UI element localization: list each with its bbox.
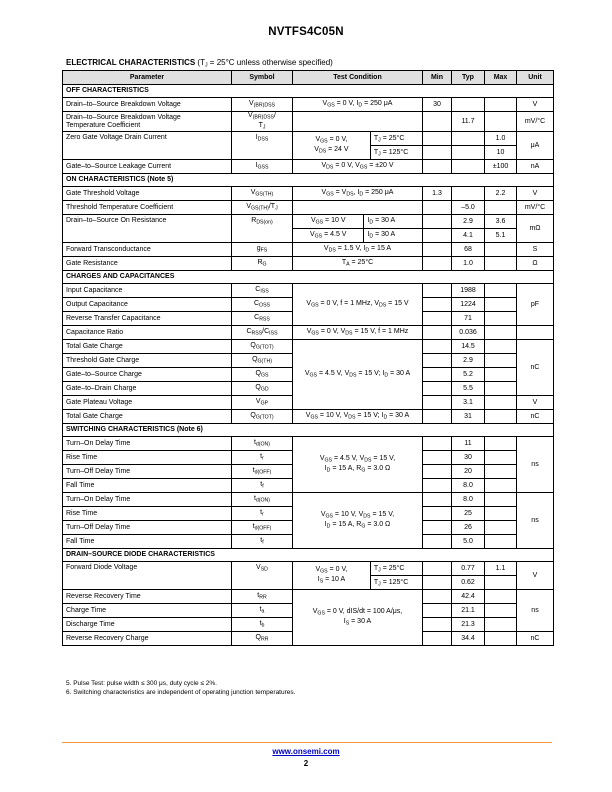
notes (66, 680, 295, 697)
table-cell (423, 590, 452, 604)
table-cell: 20 (452, 465, 485, 479)
table-cell (423, 410, 452, 424)
table-cell (423, 112, 452, 132)
table-row (63, 326, 554, 340)
table-cell: Gate Threshold Voltage (63, 187, 232, 201)
table-cell: $V_{GS} = 10$ V (293, 215, 364, 229)
table-cell: 5.1 (485, 229, 517, 243)
group-heading: SWITCHING CHARACTERISTICS (Note 6) (63, 424, 554, 437)
table-cell: Gate Resistance (63, 257, 232, 271)
table-cell: 5.2 (452, 368, 485, 382)
table-cell: Gate–to–Source Charge (63, 368, 232, 382)
table-cell (485, 257, 517, 271)
table-cell: $V_{GS} = 4.5$ V, $V_{DS} = 15$ V; $I_D = 30$ A (293, 340, 423, 410)
table-cell: $I_D = 30$ A (367, 230, 396, 240)
column-header: Max (485, 71, 517, 85)
table-cell (423, 618, 452, 632)
table-cell (485, 604, 517, 618)
table-cell: 2.9 (452, 354, 485, 368)
table-cell: –5.0 (452, 201, 485, 215)
table-cell (485, 410, 517, 424)
table-cell: $V_{DS} = 1.5$ V, $I_D = 15$ A (293, 243, 423, 257)
table-cell (423, 479, 452, 493)
table-cell: nC (517, 632, 554, 646)
table-row (63, 160, 554, 174)
page-number: 2 (303, 759, 309, 768)
table-cell (423, 437, 452, 451)
table-cell (423, 576, 452, 590)
table-cell: $Q_{GS}$ (232, 368, 293, 382)
table-cell (452, 98, 485, 112)
table-cell: 26 (452, 521, 485, 535)
table-row (63, 187, 554, 201)
table-cell: 4.1 (452, 229, 485, 243)
table-cell (423, 354, 452, 368)
table-row (63, 98, 554, 112)
table-cell (293, 132, 423, 160)
table-row (63, 112, 554, 132)
table-cell: Turn–On Delay Time (63, 437, 232, 451)
table-cell: $t_{d(OFF)}$ (232, 465, 293, 479)
table-cell: 1988 (452, 284, 485, 298)
table-cell (485, 354, 517, 368)
table-cell: $t_{d(OFF)}$ (232, 521, 293, 535)
table-cell: ns (517, 493, 554, 549)
table-cell (423, 298, 452, 312)
table-cell: $t_b$ (232, 618, 293, 632)
table-cell: $t_{d(ON)}$ (232, 493, 293, 507)
table-cell: $t_a$ (232, 604, 293, 618)
table-row (63, 340, 554, 354)
table-cell: ns (517, 590, 554, 632)
table-cell: Input Capacitance (63, 284, 232, 298)
table-cell: $V_{GP}$ (232, 396, 293, 410)
table-cell: 2.2 (485, 187, 517, 201)
table-cell: 1.3 (423, 187, 452, 201)
table-cell: Threshold Temperature Coefficient (63, 201, 232, 215)
table-cell: $t_{RR}$ (232, 590, 293, 604)
table-cell (485, 437, 517, 451)
table-cell (485, 298, 517, 312)
table-cell: $V_{GS} = 0$ V, $V_{DS} = 15$ V, f = 1 MHz (293, 326, 423, 340)
table-cell: Reverse Recovery Charge (63, 632, 232, 646)
column-header: Parameter (63, 71, 232, 85)
table-cell (485, 590, 517, 604)
table-cell: nA (517, 160, 554, 174)
table-cell: $t_f$ (232, 479, 293, 493)
table-cell: Gate–to–Source Leakage Current (63, 160, 232, 174)
table-cell: Forward Transconductance (63, 243, 232, 257)
table-cell: μA (517, 132, 554, 160)
table-cell: mΩ (517, 215, 554, 243)
table-cell (423, 326, 452, 340)
table-cell: pF (517, 284, 554, 326)
table-cell: 25 (452, 507, 485, 521)
table-cell: mV/°C (517, 112, 554, 132)
table-cell: 31 (452, 410, 485, 424)
table-cell (423, 396, 452, 410)
table-cell (423, 604, 452, 618)
table-cell: $V_{GS} = 0$ V, $I_D = 250$ μA (293, 98, 423, 112)
table-cell (452, 187, 485, 201)
table-cell: $t_r$ (232, 507, 293, 521)
table-cell: Turn–On Delay Time (63, 493, 232, 507)
table-cell: V (517, 98, 554, 112)
table-cell: $R_G$ (232, 257, 293, 271)
table-cell: 0.62 (452, 576, 485, 590)
table-cell: $C_{RSS}$ (232, 312, 293, 326)
table-cell: $T_J = 25^\circ C$ $T_J = 125^\circ C$ (370, 562, 422, 589)
table-cell: $C_{RSS}/C_{ISS}$ (232, 326, 293, 340)
table-cell: $T_J = 25^\circ C$ $T_J = 125^\circ C$ (370, 132, 422, 159)
table-cell: $V_{GS} = 0$ V, dIS/dt = 100 A/μs, $I_S = 30$ A (293, 590, 423, 646)
table-header-row (63, 71, 554, 85)
table-row (63, 257, 554, 271)
table-cell: V (517, 187, 554, 201)
table-row (63, 132, 554, 146)
table-cell: $g_{FS}$ (232, 243, 293, 257)
table-cell: 68 (452, 243, 485, 257)
table-row (63, 201, 554, 215)
table-cell: Rise Time (63, 451, 232, 465)
column-header: Typ (452, 71, 485, 85)
table-cell (485, 576, 517, 590)
group-heading: DRAIN–SOURCE DIODE CHARACTERISTICS (63, 549, 554, 562)
table-cell (423, 507, 452, 521)
table-cell: Drain–to–Source Breakdown Voltage (63, 98, 232, 112)
table-cell (423, 632, 452, 646)
table-cell: Drain–to–Source Breakdown Voltage Temperature Coefficient (63, 112, 232, 132)
table-cell: 11.7 (452, 112, 485, 132)
table-cell: 14.5 (452, 340, 485, 354)
table-cell (293, 201, 423, 215)
table-cell: $C_{ISS}$ (232, 284, 293, 298)
table-cell: 21.1 (452, 604, 485, 618)
table-row (63, 243, 554, 257)
column-header: Test Condition (293, 71, 423, 85)
table-cell (452, 160, 485, 174)
table-cell: V (517, 562, 554, 590)
footer-divider (62, 742, 552, 743)
table-cell (452, 132, 485, 146)
table-cell (423, 229, 452, 243)
table-cell: 3.1 (452, 396, 485, 410)
column-header: Unit (517, 71, 554, 85)
table-cell: Gate Plateau Voltage (63, 396, 232, 410)
table-cell: Capacitance Ratio (63, 326, 232, 340)
table-cell (423, 146, 452, 160)
table-cell (517, 326, 554, 340)
table-cell: $V_{GS} = 0$ V, $V_{DS} = 24$ V (293, 132, 370, 159)
website-link[interactable]: www.onsemi.com (272, 747, 340, 756)
table-row (63, 215, 554, 229)
table-cell (293, 562, 423, 590)
table-cell: $V_{GS} = 10$ V, $V_{DS} = 15$ V; $I_D = 30$ A (293, 410, 423, 424)
table-cell: 30 (423, 98, 452, 112)
table-cell: $t_r$ (232, 451, 293, 465)
table-cell: Total Gate Charge (63, 340, 232, 354)
table-cell: $V_{GS} = 4.5$ V (293, 229, 364, 243)
table-cell: 1.1 (485, 562, 517, 576)
table-cell (485, 326, 517, 340)
table-cell (485, 340, 517, 354)
table-cell: Output Capacitance (63, 298, 232, 312)
table-cell: 2.9 (452, 215, 485, 229)
table-cell: $V_{(BR)DSS}/$ $T_J$ (232, 112, 293, 132)
table-cell (423, 257, 452, 271)
table-cell: 5.5 (452, 382, 485, 396)
table-cell: 3.6 (485, 215, 517, 229)
document-title: NVTFS4C05N (268, 26, 344, 38)
table-cell: $Q_{RR}$ (232, 632, 293, 646)
table-cell: $t_{d(ON)}$ (232, 437, 293, 451)
table-cell (485, 521, 517, 535)
table-cell (423, 493, 452, 507)
table-cell (485, 312, 517, 326)
table-cell (293, 112, 423, 132)
table-cell (485, 618, 517, 632)
electrical-characteristics-table (62, 70, 554, 646)
table-cell: mV/°C (517, 201, 554, 215)
table-cell (423, 368, 452, 382)
table-cell (423, 340, 452, 354)
table-cell: 1.0 (485, 132, 517, 146)
table-cell: $Q_{G(TH)}$ (232, 354, 293, 368)
table-cell (423, 521, 452, 535)
table-cell: $V_{GS} = 4.5$ V, $V_{DS} = 15$ V, $I_D = 15$ A, $R_G = 3.0$ Ω (293, 437, 423, 493)
table-cell (452, 146, 485, 160)
table-cell: $I_{GSS}$ (232, 160, 293, 174)
table-cell: $Q_{G(TOT)}$ (232, 410, 293, 424)
table-cell: Zero Gate Voltage Drain Current (63, 132, 232, 160)
group-heading: ON CHARACTERISTICS (Note 5) (63, 174, 554, 187)
table-cell: $V_{GS} = V_{DS}$, $I_D = 250$ μA (293, 187, 423, 201)
section-title: ELECTRICAL CHARACTERISTICS ($T_J = 25^\circ C$ unless otherwise specified) (66, 58, 333, 69)
table-cell (485, 465, 517, 479)
table-cell: 8.0 (452, 493, 485, 507)
column-header: Symbol (232, 71, 293, 85)
group-heading: OFF CHARACTERISTICS (63, 85, 554, 98)
table-cell (485, 493, 517, 507)
table-cell: $V_{SD}$ (232, 562, 293, 590)
table-cell (423, 201, 452, 215)
table-cell: 34.4 (452, 632, 485, 646)
table-cell: Fall Time (63, 479, 232, 493)
column-header: Min (423, 71, 452, 85)
table-cell (485, 507, 517, 521)
table-cell (423, 465, 452, 479)
table-cell: Turn–Off Delay Time (63, 465, 232, 479)
table-cell: $V_{GS} = 0$ V, $I_S = 10$ A (293, 562, 370, 589)
table-cell: S (517, 243, 554, 257)
table-cell: 0.036 (452, 326, 485, 340)
table-cell (485, 112, 517, 132)
table-cell: $V_{GS} = 0$ V, f = 1 MHz, $V_{DS} = 15$ V (293, 284, 423, 326)
table-cell: $t_f$ (232, 535, 293, 549)
table-cell (293, 215, 423, 243)
table-cell: 11 (452, 437, 485, 451)
table-cell: $C_{OSS}$ (232, 298, 293, 312)
table-cell (485, 479, 517, 493)
group-heading: CHARGES AND CAPACITANCES (63, 271, 554, 284)
table-row (63, 284, 554, 298)
table-cell: $V_{(BR)DSS}$ (232, 98, 293, 112)
table-cell: Total Gate Charge (63, 410, 232, 424)
table-cell: Reverse Transfer Capacitance (63, 312, 232, 326)
table-cell: $R_{DS(on)}$ (232, 215, 293, 243)
table-cell (423, 132, 452, 146)
table-cell: 1.0 (452, 257, 485, 271)
table-cell: 8.0 (452, 479, 485, 493)
table-cell: $V_{GS(TH)}/T_J$ (232, 201, 293, 215)
table-cell: $V_{GS} = 10$ V, $V_{DS} = 15$ V, $I_D = 15$ A, $R_G = 3.0$ Ω (293, 493, 423, 549)
table-cell (485, 284, 517, 298)
note-item: 5. Pulse Test: pulse width ≤ 300 μs, duty cycle ≤ 2%. (66, 680, 217, 687)
table-cell (423, 215, 452, 229)
table-row (63, 562, 554, 576)
table-cell: Charge Time (63, 604, 232, 618)
table-cell: Drain–to–Source On Resistance (63, 215, 232, 243)
table-row (63, 437, 554, 451)
table-cell (485, 396, 517, 410)
table-cell (423, 312, 452, 326)
table-cell: 30 (452, 451, 485, 465)
table-cell: $I_{DSS}$ (232, 132, 293, 160)
table-row (63, 410, 554, 424)
table-cell: Gate–to–Drain Charge (63, 382, 232, 396)
table-cell: Ω (517, 257, 554, 271)
table-cell (423, 562, 452, 576)
table-cell: Reverse Recovery Time (63, 590, 232, 604)
table-cell: 21.3 (452, 618, 485, 632)
table-cell: 71 (452, 312, 485, 326)
table-cell: Threshold Gate Charge (63, 354, 232, 368)
table-cell: Forward Diode Voltage (63, 562, 232, 590)
table-cell: $Q_{G(TOT)}$ (232, 340, 293, 354)
table-row (63, 590, 554, 604)
note-item: 6. Switching characteristics are independent of operating junction temperatures. (66, 688, 296, 696)
table-cell: $T_A = 25^\circ C$ (293, 257, 423, 271)
table-cell (485, 382, 517, 396)
table-cell: 5.0 (452, 535, 485, 549)
table-cell: Turn–Off Delay Time (63, 521, 232, 535)
table-cell: 1224 (452, 298, 485, 312)
table-cell (423, 451, 452, 465)
table-cell (423, 284, 452, 298)
table-cell: $V_{DS} = 0$ V, $V_{GS} = \pm 20$ V (293, 160, 423, 174)
table-cell (423, 382, 452, 396)
table-cell: V (517, 396, 554, 410)
table-cell: Rise Time (63, 507, 232, 521)
table-cell: 0.77 (452, 562, 485, 576)
table-cell (485, 368, 517, 382)
table-cell: nC (517, 340, 554, 396)
table-cell: $I_D = 30$ A (364, 215, 422, 229)
table-cell: Discharge Time (63, 618, 232, 632)
table-cell: 42.4 (452, 590, 485, 604)
table-cell (485, 201, 517, 215)
table-cell (485, 535, 517, 549)
table-cell (423, 535, 452, 549)
table-cell (423, 243, 452, 257)
table-row (63, 493, 554, 507)
table-cell (423, 160, 452, 174)
table-cell: Fall Time (63, 535, 232, 549)
table-cell: $Q_{GD}$ (232, 382, 293, 396)
table-cell (485, 243, 517, 257)
table-cell: nC (517, 410, 554, 424)
table-cell: $V_{GS(TH)}$ (232, 187, 293, 201)
table-cell (485, 632, 517, 646)
table-cell: ±100 (485, 160, 517, 174)
table-cell (485, 451, 517, 465)
table-cell (485, 98, 517, 112)
table-cell: 10 (485, 146, 517, 160)
table-cell: ns (517, 437, 554, 493)
